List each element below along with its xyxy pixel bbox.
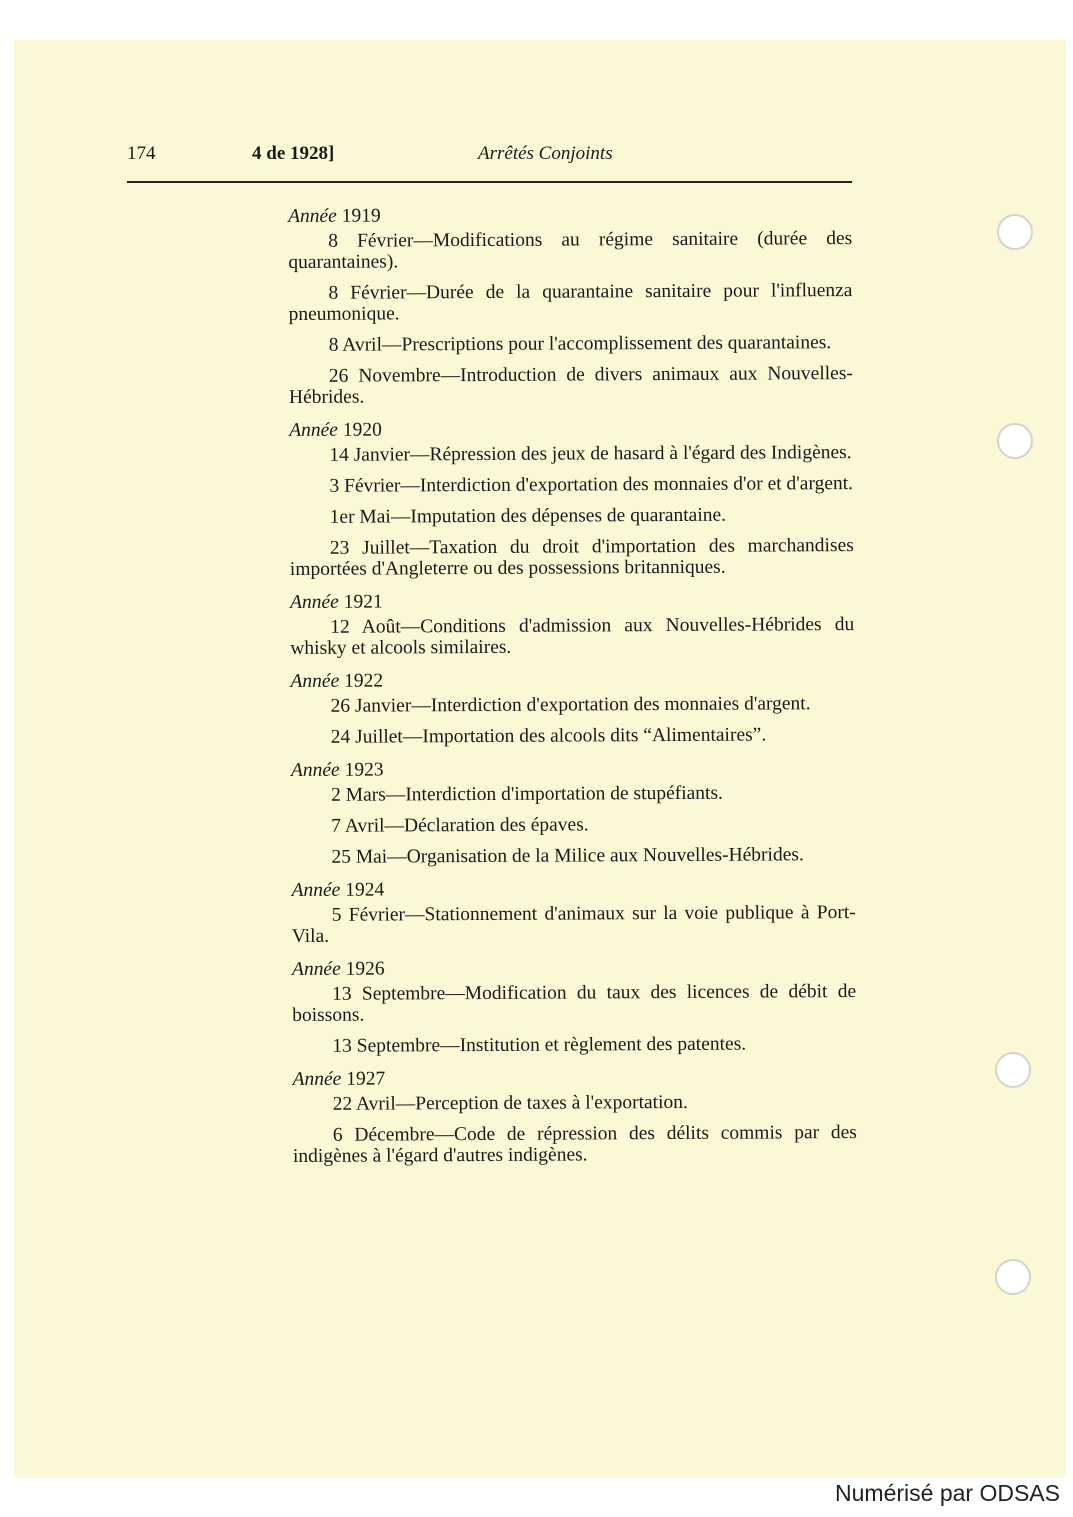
- year-number: 1919: [336, 205, 381, 227]
- year-number: 1926: [340, 958, 385, 980]
- year-label: Année: [290, 759, 340, 781]
- decree-entry: 24 Juillet—Importation des alcools dits “Alimentaires”.: [330, 724, 767, 748]
- decree-entry: 22 Avril—Perception de taxes à l'exportation.: [332, 1091, 688, 1115]
- decree-entry: 12 Août—Conditions d'admission aux Nouvelles-Hébrides du whisky et alcools similaires.: [290, 614, 855, 659]
- decree-entry: 14 Janvier—Répression des jeux de hasard à l'égard des Indigènes.: [329, 442, 852, 466]
- decree-entry: 8 Février—Modifications au régime sanitaire (durée des quarantaines).: [288, 228, 853, 273]
- year-label: Année: [290, 670, 340, 692]
- decree-entry: 25 Mai—Organisation de la Milice aux Nouvelles-Hébrides.: [331, 844, 804, 868]
- decree-list: [288, 203, 857, 1177]
- year-number: 1922: [339, 670, 384, 692]
- decree-entry: 7 Avril—Déclaration des épaves.: [331, 814, 589, 837]
- year-label: Année: [291, 958, 341, 980]
- decree-entry: 2 Mars—Interdiction d'importation de stupéfiants.: [331, 782, 723, 806]
- year-heading: [290, 589, 854, 613]
- decree-entry: 3 Février—Interdiction d'exportation des monnaies d'or et d'argent.: [329, 473, 854, 497]
- decree-entry: 26 Janvier—Interdiction d'exportation des monnaies d'argent.: [330, 693, 811, 717]
- decree-entry: 8 Avril—Prescriptions pour l'accomplissement des quarantaines.: [328, 332, 832, 356]
- punch-hole: [997, 423, 1033, 459]
- punch-hole: [995, 1052, 1031, 1088]
- decree-entry: 8 Février—Durée de la quarantaine sanitaire pour l'influenza pneumonique.: [288, 280, 853, 325]
- running-title: Arrêtés Conjoints: [478, 143, 613, 164]
- year-heading: [289, 417, 853, 441]
- year-heading: [293, 1066, 857, 1090]
- decree-entry: 1er Mai—Imputation des dépenses de quarantaine.: [329, 504, 727, 528]
- punch-hole: [997, 214, 1033, 250]
- decree-entry: 23 Juillet—Taxation du droit d'importation des marchandises importées d'Angleterre ou des possessions britanniques.: [289, 535, 854, 580]
- decree-entry: 13 Septembre—Institution et règlement des patentes.: [332, 1033, 747, 1057]
- year-label: Année: [289, 419, 338, 441]
- year-label: Année: [288, 205, 337, 227]
- year-number: 1920: [337, 419, 382, 441]
- year-label: Année: [291, 879, 341, 901]
- decree-entry: 13 Septembre—Modification du taux des licences de débit de boissons.: [292, 981, 857, 1026]
- decree-entry: 26 Novembre—Introduction de divers animaux aux Nouvelles-Hébrides.: [288, 363, 853, 408]
- year-number: 1927: [341, 1068, 386, 1090]
- year-label: Année: [292, 1068, 342, 1090]
- decree-entry: 5 Février—Stationnement d'animaux sur la voie publique à Port-Vila.: [291, 902, 856, 947]
- page-number: 174: [127, 143, 156, 164]
- year-number: 1921: [338, 591, 383, 613]
- year-number: 1923: [339, 759, 384, 781]
- year-heading: [290, 668, 854, 692]
- year-number: 1924: [340, 879, 385, 901]
- header-rule: [127, 181, 852, 183]
- punch-hole: [995, 1259, 1031, 1295]
- year-heading: [291, 757, 855, 781]
- year-label: Année: [290, 591, 339, 613]
- year-heading: [288, 203, 852, 227]
- document-code: 4 de 1928]: [252, 143, 335, 164]
- decree-entry: 6 Décembre—Code de répression des délits commis par des indigènes à l'égard d'autres indigènes.: [292, 1122, 857, 1167]
- digitization-credit: Numérisé par ODSAS: [835, 1480, 1060, 1506]
- year-heading: [292, 877, 856, 901]
- year-heading: [292, 956, 856, 980]
